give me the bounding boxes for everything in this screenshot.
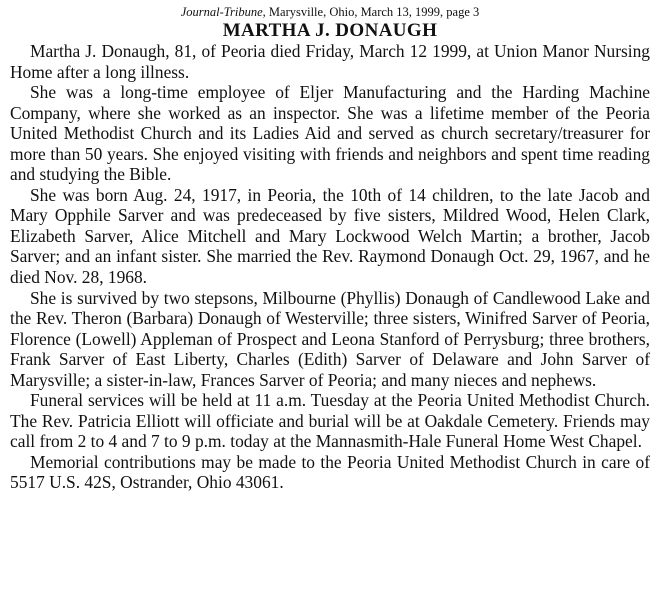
paragraph-survivors: She is survived by two stepsons, Milbourne (Phyllis) Donaugh of Candlewood Lake and the Rev. Theron (Barbara) Donaugh of Westerville; three sisters, Winifred Sarver of Peoria, Florence (Lowell) Appleman of Prospect and Leona Stanford of Perrysburg; three brothers, Frank Sarver of East Liberty, Charles (Edith) Sarver of Delaware and John Sarver of Marysville; a sister-in-law, Frances Sarver of Peoria; and many nieces and nephews. [10, 287, 650, 390]
obituary-headline: MARTHA J. DONAUGH [222, 20, 438, 41]
newspaper-name: Journal-Tribune [180, 5, 263, 19]
obituary-body [10, 41, 650, 493]
paragraph-funeral-services: Funeral services will be held at 11 a.m. Tuesday at the Peoria United Methodist Church. The Rev. Patricia Elliott will officiate and burial will be at Oakdale Cemetery. Friends may call from 2 to 4 and 7 to 9 p.m. today at the Mannasmith-Hale Funeral Home West Chapel. [10, 390, 650, 452]
paragraph-memorial-contributions: Memorial contributions may be made to the Peoria United Methodist Church in care of 5517 U.S. 42S, Ostrander, Ohio 43061. [10, 451, 650, 493]
citation-details: , Marysville, Ohio, March 13, 1999, page 3 [262, 5, 480, 19]
paragraph-employment: She was a long-time employee of Eljer Manufacturing and the Harding Machine Company, where she worked as an inspector. She was a lifetime member of the Peoria United Methodist Church and its Ladies Aid and served as church secretary/treasurer for more than 50 years. She enjoyed visiting with friends and neighbors and spent time reading and studying the Bible. [10, 82, 650, 185]
paragraph-death-notice: Martha J. Donaugh, 81, of Peoria died Friday, March 12 1999, at Union Manor Nursing Home after a long illness. [10, 41, 650, 82]
source-citation [10, 5, 650, 20]
paragraph-family-history: She was born Aug. 24, 1917, in Peoria, the 10th of 14 children, to the late Jacob and Mary Opphile Sarver and was predeceased by five sisters, Mildred Wood, Helen Clark, Elizabeth Sarver, Alice Mitchell and Mary Lockwood Welch Martin; a brother, Jacob Sarver; and an infant sister. She married the Rev. Raymond Donaugh Oct. 29, 1967, and he died Nov. 28, 1968. [10, 184, 650, 288]
